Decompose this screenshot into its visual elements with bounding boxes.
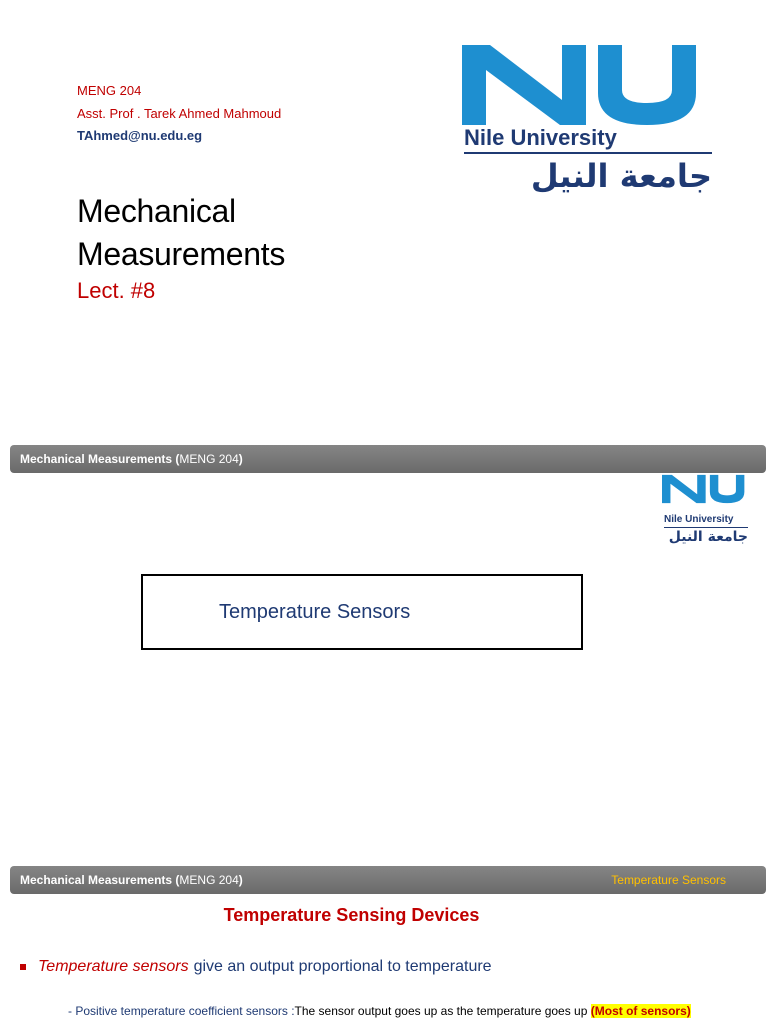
sub-bullet-highlight: (Most of sensors) bbox=[590, 1004, 691, 1018]
header-course-code: MENG 204 bbox=[179, 452, 239, 466]
title-line-2: Measurements bbox=[77, 236, 286, 272]
nile-university-logo bbox=[462, 45, 712, 205]
title-line-1: Mechanical bbox=[77, 193, 236, 229]
header-course-bold: Mechanical Measurements ( bbox=[20, 452, 180, 466]
section-title: Temperature Sensing Devices bbox=[223, 905, 480, 925]
header2-course-bold: Mechanical Measurements ( bbox=[20, 873, 180, 887]
course-code: MENG 204 bbox=[77, 83, 142, 98]
lecture-number: Lect. #8 bbox=[77, 278, 156, 303]
logo-small-university-name: Nile University bbox=[664, 514, 734, 525]
sub-bullet-lead: - Positive temperature coefficient sensors : bbox=[68, 1004, 295, 1018]
logo-small-arabic-name: جامعة النيل bbox=[668, 529, 748, 545]
slide-header-bar-2 bbox=[10, 866, 766, 894]
topic-title: Temperature Sensors bbox=[219, 600, 411, 623]
header2-close-paren: ) bbox=[238, 873, 243, 887]
header2-topic: Temperature Sensors bbox=[611, 873, 726, 887]
logo-small-divider bbox=[664, 527, 748, 528]
bullet-item bbox=[20, 958, 492, 976]
header2-course-code: MENG 204 bbox=[179, 873, 239, 887]
logo-arabic-name: جامعة النيل bbox=[530, 157, 712, 195]
logo-divider bbox=[464, 152, 712, 154]
header-close-paren: ) bbox=[238, 452, 243, 466]
sub-bullet-body: The sensor output goes up as the temperature goes up bbox=[294, 1004, 591, 1018]
bullet-text: give an output proportional to temperature bbox=[193, 958, 492, 975]
nu-logo-mark-small-icon bbox=[662, 474, 750, 504]
slide-header-bar bbox=[10, 445, 766, 473]
instructor-name: Asst. Prof . Tarek Ahmed Mahmoud bbox=[77, 106, 282, 121]
nile-university-logo-small bbox=[662, 474, 750, 552]
sub-bullet bbox=[68, 1004, 691, 1018]
nu-logo-mark-icon bbox=[462, 45, 712, 125]
instructor-email[interactable]: TAhmed@nu.edu.eg bbox=[77, 128, 203, 143]
topic-box bbox=[141, 574, 583, 650]
logo-university-name: Nile University bbox=[464, 125, 617, 150]
bullet-emphasis: Temperature sensors bbox=[38, 958, 189, 975]
bullet-square-icon bbox=[20, 964, 26, 970]
